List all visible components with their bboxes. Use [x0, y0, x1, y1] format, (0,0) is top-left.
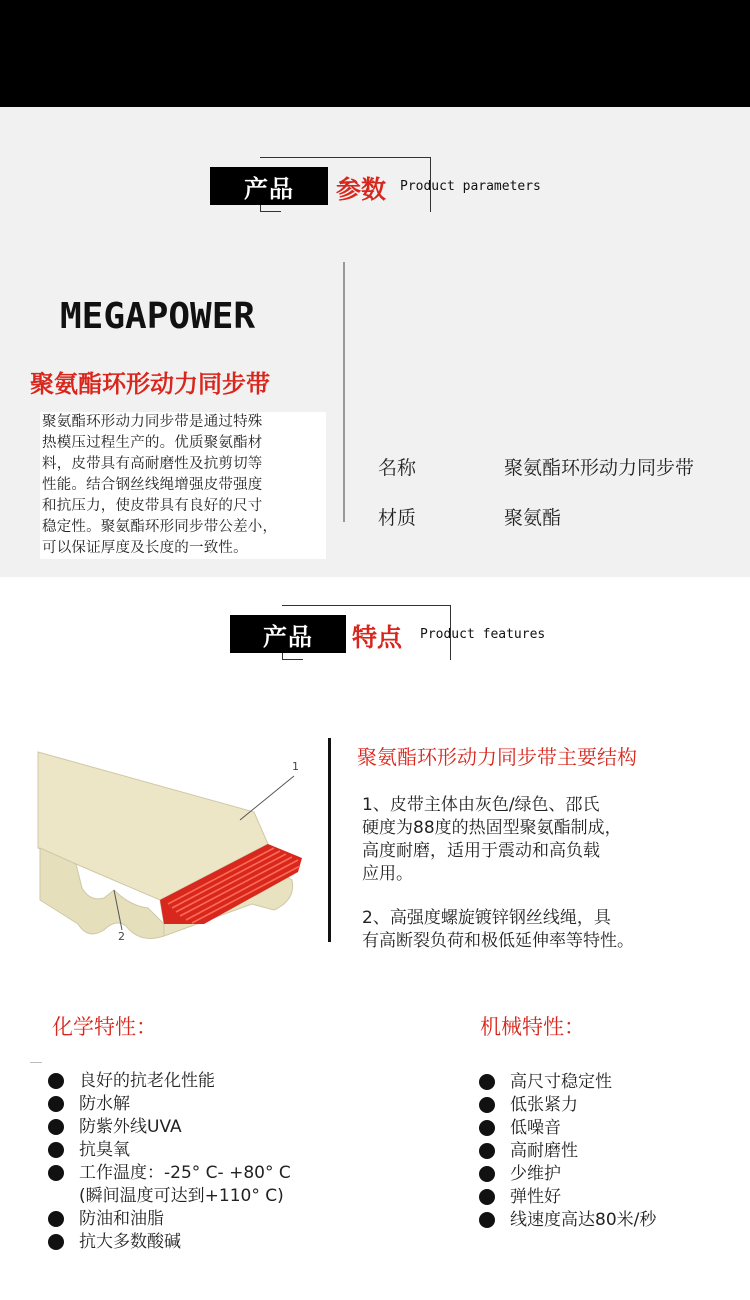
bullet-icon: [479, 1143, 495, 1159]
desc-line: 稳定性。聚氨酯环形同步带公差小，: [42, 519, 278, 535]
list-item: [479, 1186, 656, 1209]
product-title: 聚氨酯环形动力同步带: [30, 370, 270, 398]
list-item: [479, 1140, 656, 1163]
desc-line: 和抗压力，使皮带具有良好的尺寸: [42, 498, 263, 514]
item-text: 高尺寸稳定性: [510, 1072, 612, 1092]
bullet-icon: [48, 1073, 64, 1089]
item-text: 少维护: [510, 1164, 561, 1184]
spec-value-material: 聚氨酯: [504, 507, 562, 529]
item-text: 低噪音: [510, 1118, 561, 1138]
structure-line: 硬度为88度的热固型聚氨酯制成，: [362, 818, 622, 838]
chemical-properties-title: 化学特性：: [52, 1015, 157, 1039]
list-item: [479, 1094, 656, 1117]
mechanical-properties-title: 机械特性：: [480, 1015, 585, 1039]
params-header-english: Product parameters: [400, 179, 541, 194]
bullet-icon: [479, 1212, 495, 1228]
diagram-label-2: 2: [118, 930, 125, 943]
brand-name: MEGAPOWER: [60, 296, 256, 337]
product-description: [40, 412, 326, 559]
bullet-icon: [479, 1097, 495, 1113]
list-item: [48, 1070, 291, 1093]
diagram-label-1: 1: [292, 760, 299, 773]
chemical-properties-list: [48, 1070, 291, 1254]
list-item: [48, 1139, 291, 1162]
params-header-red-label: 参数: [336, 175, 387, 204]
structure-line: 应用。: [362, 864, 413, 884]
structure-line: 高度耐磨，适用于震动和高负载: [362, 841, 600, 861]
item-text: 抗大多数酸碱: [79, 1232, 181, 1252]
spec-label-material: 材质: [378, 507, 417, 529]
spec-value-name: 聚氨酯环形动力同步带: [504, 457, 695, 479]
desc-line: 热模压过程生产的。优质聚氨酯材: [42, 435, 263, 451]
list-item: [48, 1162, 291, 1185]
list-item: [48, 1093, 291, 1116]
bullet-icon: [479, 1120, 495, 1136]
item-text: 良好的抗老化性能: [79, 1071, 215, 1091]
list-item: [48, 1231, 291, 1254]
list-item: [479, 1163, 656, 1186]
structure-divider: [328, 738, 331, 942]
features-header-red-label: 特点: [352, 623, 403, 652]
list-item: [479, 1117, 656, 1140]
bullet-icon: [48, 1142, 64, 1158]
leader-line-1: [240, 776, 294, 820]
structure-line: 有高断裂负荷和极低延伸率等特性。: [362, 931, 634, 951]
bullet-icon: [479, 1074, 495, 1090]
spec-label-name: 名称: [378, 457, 417, 479]
item-text: 防油和油脂: [79, 1209, 164, 1229]
list-item: [48, 1116, 291, 1139]
features-header-english: Product features: [420, 627, 546, 642]
top-black-banner: [0, 0, 750, 107]
list-item-continuation: [48, 1185, 291, 1208]
structure-paragraph-2: [362, 907, 702, 953]
structure-line: 1、皮带主体由灰色/绿色、邵氏: [362, 795, 600, 815]
params-section-header: [208, 157, 558, 217]
item-text: 防水解: [79, 1094, 130, 1114]
list-item: [48, 1208, 291, 1231]
bullet-icon: [48, 1096, 64, 1112]
mechanical-properties-list: [479, 1071, 656, 1232]
bullet-icon: [48, 1119, 64, 1135]
item-text: 弹性好: [510, 1187, 561, 1207]
bullet-icon: [479, 1166, 495, 1182]
bullet-icon: [48, 1234, 64, 1250]
item-text: 抗臭氧: [79, 1140, 130, 1160]
item-text: 线速度高达80米/秒: [510, 1210, 657, 1230]
structure-paragraph-1: [362, 794, 702, 886]
belt-structure-diagram: [30, 740, 312, 950]
item-text: 高耐磨性: [510, 1141, 578, 1161]
desc-line: 聚氨酯环形动力同步带是通过特殊: [42, 414, 263, 430]
list-item: [479, 1209, 656, 1232]
bullet-icon: [48, 1211, 64, 1227]
item-text: (瞬间温度可达到+110° C): [79, 1186, 284, 1206]
list-item: [479, 1071, 656, 1094]
desc-line: 性能。结合钢丝线绳增强皮带强度: [42, 477, 263, 493]
structure-line: 2、高强度螺旋镀锌钢丝线绳，具: [362, 908, 611, 928]
params-divider: [343, 262, 345, 522]
features-header-black-label: 产品: [230, 615, 346, 653]
structure-title: 聚氨酯环形动力同步带主要结构: [357, 745, 637, 769]
item-text: 防紫外线UVA: [79, 1117, 182, 1137]
item-text: 工作温度：-25° C- +80° C: [79, 1163, 291, 1183]
item-text: 低张紧力: [510, 1095, 578, 1115]
desc-line: 可以保证厚度及长度的一致性。: [42, 540, 248, 556]
bullet-icon: [48, 1165, 64, 1181]
params-header-black-label: 产品: [210, 167, 328, 205]
small-divider: [30, 1062, 42, 1063]
bullet-icon: [479, 1189, 495, 1205]
features-section-header: [228, 605, 568, 665]
desc-line: 料，皮带具有高耐磨性及抗剪切等: [42, 456, 263, 472]
